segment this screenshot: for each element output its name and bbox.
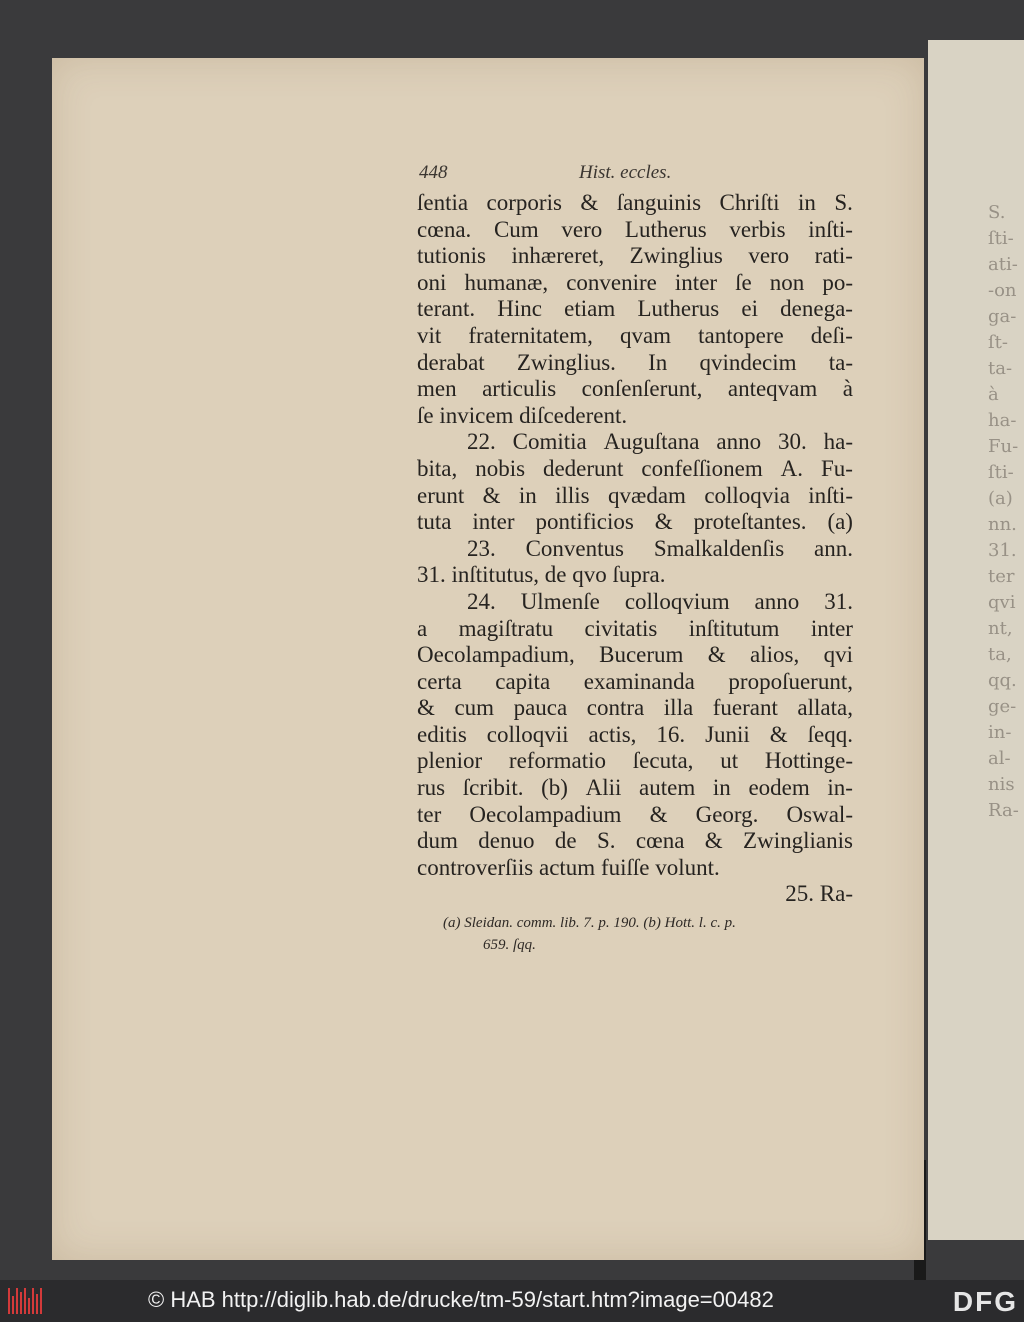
text-line: dum denuo de S. cœna & Zwinglianis xyxy=(417,828,853,854)
catchword-line xyxy=(417,881,853,908)
page-number: 448 xyxy=(419,162,448,183)
next-page-fragment: in- xyxy=(988,722,1012,743)
text-line: terant. Hinc etiam Lutherus ei denega- xyxy=(417,296,853,322)
text-line: 23. Conventus Smalkaldenſis ann. xyxy=(467,535,853,561)
text-line: men articulis conſenſerunt, anteqvam à xyxy=(417,376,853,402)
hab-logo-icon xyxy=(8,1288,42,1314)
text-line: tuta inter pontificios & proteſtantes. (a) xyxy=(417,509,853,535)
text-line: ter Oecolampadium & Georg. Oswal- xyxy=(417,801,853,827)
next-page-fragment: nis xyxy=(988,774,1015,795)
text-line: cœna. Cum vero Lutherus verbis inſti- xyxy=(417,216,853,242)
text-line: certa capita examinanda propoſuerunt, xyxy=(417,668,853,694)
next-page-fragment: ta- xyxy=(988,358,1013,379)
next-page-fragment: ga- xyxy=(988,306,1017,327)
next-page-fragment: qq. xyxy=(988,670,1017,691)
text-line: 22. Comitia Auguſtana anno 30. ha- xyxy=(467,429,853,455)
next-page-fragment: ſti- xyxy=(988,462,1014,483)
footnotes xyxy=(417,912,853,956)
next-page-fragment: nn. xyxy=(988,514,1017,535)
next-page-fragment: Ra- xyxy=(988,800,1019,821)
text-line: & cum pauca contra illa fuerant allata, xyxy=(417,695,853,721)
next-page-fragment: nt, xyxy=(988,618,1013,639)
citation-link[interactable]: © HAB http://diglib.hab.de/drucke/tm-59/start.htm?image=00482 xyxy=(148,1287,774,1312)
next-page-fragment: (a) xyxy=(988,488,1013,509)
page-text-block xyxy=(417,160,853,956)
next-page-fragment: Fu- xyxy=(988,436,1019,457)
next-page-fragment: -on xyxy=(988,280,1017,301)
catchword: 25. Ra- xyxy=(785,881,853,907)
footnote-line: (a) Sleidan. comm. lib. 7. p. 190. (b) Hott. l. c. p. xyxy=(443,915,736,932)
next-page-fragment: ſt- xyxy=(988,332,1008,353)
footnote-line: 659. ſqq. xyxy=(483,937,536,954)
next-page-text xyxy=(928,200,1024,824)
next-page-fragment: ter xyxy=(988,566,1015,587)
running-header xyxy=(417,160,853,190)
text-line: rus ſcribit. (b) Alii autem in eodem in- xyxy=(417,775,853,801)
text-line: editis colloqvii actis, 16. Junii & ſeqq. xyxy=(417,721,853,747)
text-line: oni humanæ, convenire inter ſe non po- xyxy=(417,269,853,295)
text-line: 24. Ulmenſe colloqvium anno 31. xyxy=(467,588,853,614)
next-page-fragment: qvi xyxy=(988,592,1016,613)
next-page-edge xyxy=(928,40,1024,1240)
next-page-fragment: ge- xyxy=(988,696,1017,717)
next-page-fragment: al- xyxy=(988,748,1011,769)
dfg-logo: DFG xyxy=(952,1286,1018,1317)
next-page-fragment: 31. xyxy=(988,540,1017,561)
text-line: erunt & in illis qvædam colloqvia inſti- xyxy=(417,482,853,508)
text-line: Oecolampadium, Bucerum & alios, qvi xyxy=(417,642,853,668)
text-line: derabat Zwinglius. In qvindecim ta- xyxy=(417,349,853,375)
next-page-fragment: S. xyxy=(988,202,1006,223)
next-page-fragment: ha- xyxy=(988,410,1017,431)
text-line: vit fraternitatem, qvam tantopere deſi- xyxy=(417,322,853,348)
next-page-fragment: ſti- xyxy=(988,228,1014,249)
text-line: plenior reformatio ſecuta, ut Hottinge- xyxy=(417,748,853,774)
viewer-footer xyxy=(0,1280,1024,1322)
text-line: ſe invicem diſcederent. xyxy=(417,402,628,428)
running-title: Hist. eccles. xyxy=(579,162,672,183)
text-line: tutionis inhæreret, Zwinglius vero rati- xyxy=(417,243,853,269)
text-line: ſentia corporis & ſanguinis Chriſti in S. xyxy=(417,190,853,215)
text-line: controverſiis actum fuiſſe volunt. xyxy=(417,854,720,880)
text-line: a magiſtratu civitatis inſtitutum inter xyxy=(417,615,853,641)
text-line: bita, nobis dederunt confeſſionem A. Fu- xyxy=(417,455,853,481)
body-text xyxy=(417,190,853,881)
next-page-fragment: ta, xyxy=(988,644,1012,665)
next-page-fragment: ati- xyxy=(988,254,1018,275)
next-page-fragment: à xyxy=(988,384,999,405)
text-line: 31. inſtitutus, de qvo ſupra. xyxy=(417,562,666,588)
